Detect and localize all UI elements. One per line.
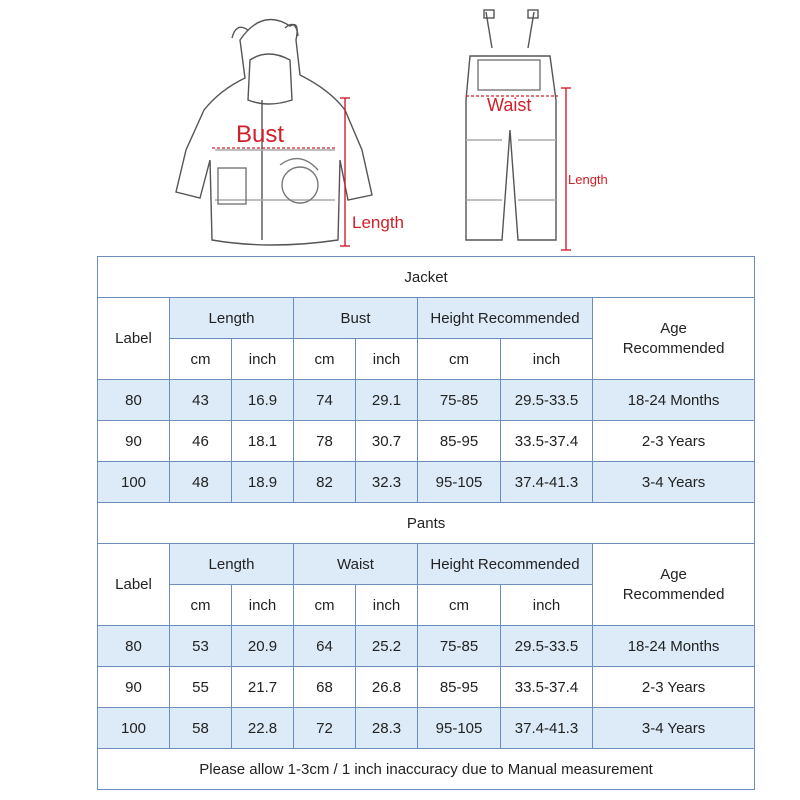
size-chart-table: [97, 256, 755, 790]
table-cell: 82: [294, 462, 356, 503]
pants-waist-measure: [466, 95, 558, 115]
table-cell: 80: [98, 626, 170, 667]
bust-label: Bust: [236, 121, 285, 148]
table-cell: 18.9: [232, 462, 294, 503]
jacket-length-label: Length: [352, 213, 404, 232]
jacket-unit-cell: cm: [294, 339, 356, 380]
table-cell: 90: [98, 667, 170, 708]
jacket-unit-cell: inch: [501, 339, 593, 380]
pants-age-header-text: Age Recommended: [622, 565, 725, 603]
table-cell: 18.1: [232, 421, 294, 462]
table-cell: 95-105: [418, 708, 501, 749]
jacket-age-header-text: Age Recommended: [622, 319, 725, 357]
table-cell: 72: [294, 708, 356, 749]
table-cell: 33.5-37.4: [501, 667, 593, 708]
jacket-unit-cell: inch: [356, 339, 418, 380]
jacket-title: Jacket: [98, 257, 755, 298]
table-cell: 64: [294, 626, 356, 667]
table-cell: 55: [170, 667, 232, 708]
table-cell: 16.9: [232, 380, 294, 421]
table-cell: 29.5-33.5: [501, 626, 593, 667]
table-cell: 3-4 Years: [593, 462, 755, 503]
table-cell: 48: [170, 462, 232, 503]
pants-waist-header: Waist: [294, 544, 418, 585]
table-cell: 20.9: [232, 626, 294, 667]
pants-label-header: Label: [98, 544, 170, 626]
jacket-label-header: Label: [98, 298, 170, 380]
pants-unit-cell: inch: [232, 585, 294, 626]
jacket-bust-header: Bust: [294, 298, 418, 339]
table-cell: 85-95: [418, 421, 501, 462]
jacket-unit-cell: cm: [418, 339, 501, 380]
table-cell: 28.3: [356, 708, 418, 749]
pants-unit-cell: cm: [294, 585, 356, 626]
table-cell: 74: [294, 380, 356, 421]
table-cell: 46: [170, 421, 232, 462]
table-cell: 100: [98, 462, 170, 503]
table-cell: 30.7: [356, 421, 418, 462]
pants-age-header: [593, 544, 755, 626]
table-cell: 95-105: [418, 462, 501, 503]
pants-height-header: Height Recommended: [418, 544, 593, 585]
pants-row: [98, 626, 755, 667]
table-cell: 33.5-37.4: [501, 421, 593, 462]
jacket-height-header: Height Recommended: [418, 298, 593, 339]
pants-length-header: Length: [170, 544, 294, 585]
table-cell: 29.5-33.5: [501, 380, 593, 421]
pants-length-label: Length: [568, 172, 608, 187]
jacket-age-header: [593, 298, 755, 380]
garment-illustration: [0, 0, 800, 255]
waist-label: Waist: [487, 95, 532, 115]
table-cell: 43: [170, 380, 232, 421]
table-cell: 2-3 Years: [593, 421, 755, 462]
pants-title: Pants: [98, 503, 755, 544]
jacket-row: [98, 380, 755, 421]
jacket-row: [98, 421, 755, 462]
jacket-unit-cell: cm: [170, 339, 232, 380]
table-cell: 80: [98, 380, 170, 421]
table-cell: 26.8: [356, 667, 418, 708]
measurement-note: Please allow 1-3cm / 1 inch inaccuracy due to Manual measurement: [98, 749, 755, 790]
table-cell: 3-4 Years: [593, 708, 755, 749]
table-cell: 58: [170, 708, 232, 749]
table-cell: 68: [294, 667, 356, 708]
table-cell: 18-24 Months: [593, 626, 755, 667]
pants-unit-cell: cm: [170, 585, 232, 626]
jacket-row: [98, 462, 755, 503]
table-cell: 22.8: [232, 708, 294, 749]
table-cell: 53: [170, 626, 232, 667]
pants-row: [98, 708, 755, 749]
pants-unit-cell: cm: [418, 585, 501, 626]
table-cell: 90: [98, 421, 170, 462]
pants-unit-cell: inch: [501, 585, 593, 626]
pants-length-measure: [561, 88, 608, 250]
table-cell: 21.7: [232, 667, 294, 708]
table-cell: 25.2: [356, 626, 418, 667]
table-cell: 78: [294, 421, 356, 462]
pants-row: [98, 667, 755, 708]
table-cell: 37.4-41.3: [501, 708, 593, 749]
table-cell: 2-3 Years: [593, 667, 755, 708]
pants-sketch: [466, 10, 556, 240]
pants-unit-cell: inch: [356, 585, 418, 626]
table-cell: 18-24 Months: [593, 380, 755, 421]
jacket-unit-cell: inch: [232, 339, 294, 380]
table-cell: 32.3: [356, 462, 418, 503]
table-cell: 100: [98, 708, 170, 749]
table-cell: 29.1: [356, 380, 418, 421]
jacket-length-header: Length: [170, 298, 294, 339]
table-cell: 75-85: [418, 380, 501, 421]
table-cell: 85-95: [418, 667, 501, 708]
jacket-bust-measure: [212, 121, 336, 148]
table-cell: 75-85: [418, 626, 501, 667]
table-cell: 37.4-41.3: [501, 462, 593, 503]
